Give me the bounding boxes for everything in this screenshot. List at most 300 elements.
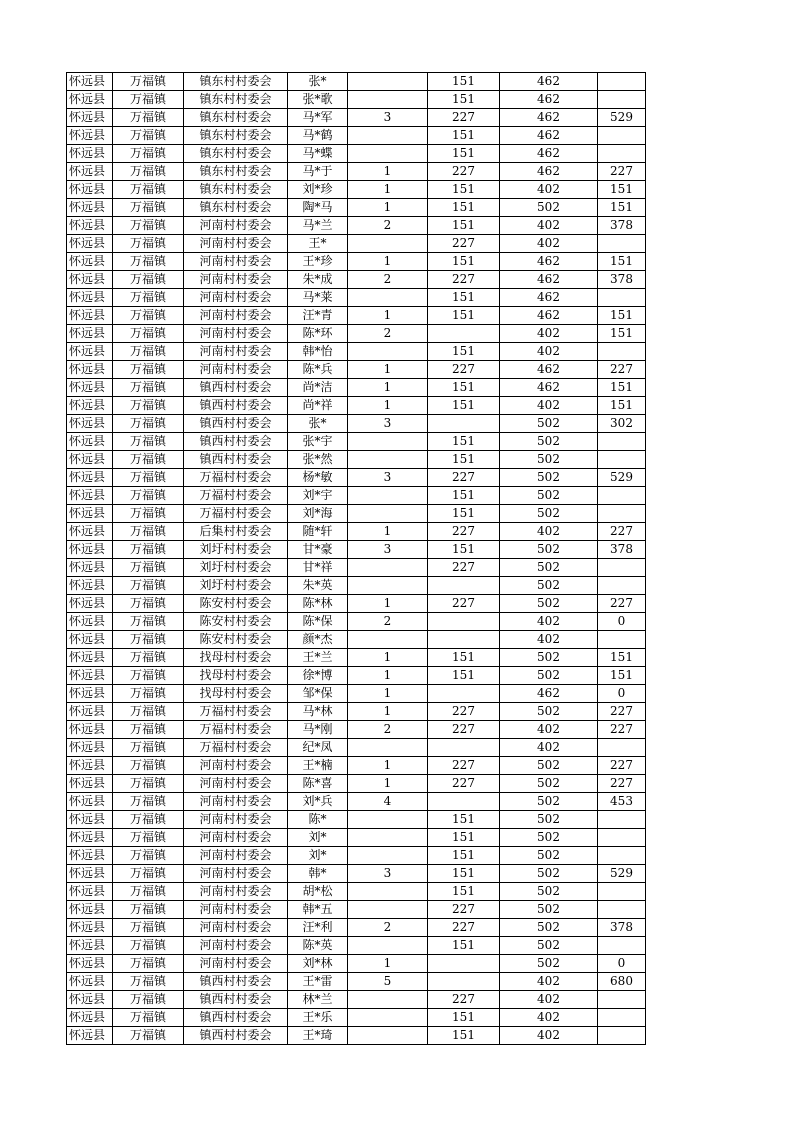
standard-one-cell — [428, 793, 500, 811]
table-row — [67, 397, 646, 415]
table-row — [67, 847, 646, 865]
table-row — [67, 415, 646, 433]
town-cell: 万福镇 — [113, 721, 184, 739]
name-cell: 张*歌 — [288, 91, 348, 109]
county-cell: 怀远县 — [67, 955, 113, 973]
standard-two-cell: 502 — [500, 415, 598, 433]
table-row — [67, 973, 646, 991]
table-row — [67, 649, 646, 667]
standard-two-cell: 402 — [500, 613, 598, 631]
name-cell: 陈*喜 — [288, 775, 348, 793]
total-cell: 0 — [598, 685, 646, 703]
total-cell: 227 — [598, 703, 646, 721]
table-row — [67, 433, 646, 451]
name-cell: 马*鹤 — [288, 127, 348, 145]
standard-two-cell: 402 — [500, 631, 598, 649]
standard-two-cell: 462 — [500, 73, 598, 91]
village-committee-cell: 镇西村村委会 — [184, 1027, 288, 1045]
table-row — [67, 253, 646, 271]
table-row — [67, 721, 646, 739]
total-cell — [598, 559, 646, 577]
town-cell: 万福镇 — [113, 469, 184, 487]
total-cell — [598, 829, 646, 847]
standard-two-cell: 502 — [500, 649, 598, 667]
count-cell: 1 — [348, 397, 428, 415]
standard-two-cell: 462 — [500, 289, 598, 307]
table-row — [67, 235, 646, 253]
standard-one-cell: 227 — [428, 523, 500, 541]
standard-one-cell: 151 — [428, 199, 500, 217]
town-cell: 万福镇 — [113, 487, 184, 505]
town-cell: 万福镇 — [113, 775, 184, 793]
county-cell: 怀远县 — [67, 469, 113, 487]
standard-two-cell: 402 — [500, 325, 598, 343]
county-cell: 怀远县 — [67, 271, 113, 289]
name-cell: 林*兰 — [288, 991, 348, 1009]
total-cell: 302 — [598, 415, 646, 433]
town-cell: 万福镇 — [113, 577, 184, 595]
name-cell: 陈*兵 — [288, 361, 348, 379]
village-committee-cell: 镇东村村委会 — [184, 181, 288, 199]
village-committee-cell: 万福村村委会 — [184, 703, 288, 721]
count-cell: 1 — [348, 307, 428, 325]
town-cell: 万福镇 — [113, 145, 184, 163]
county-cell: 怀远县 — [67, 379, 113, 397]
table-row — [67, 487, 646, 505]
total-cell — [598, 739, 646, 757]
standard-one-cell: 151 — [428, 397, 500, 415]
total-cell: 378 — [598, 541, 646, 559]
standard-one-cell: 151 — [428, 253, 500, 271]
standard-two-cell: 502 — [500, 775, 598, 793]
total-cell — [598, 1027, 646, 1045]
standard-two-cell: 502 — [500, 541, 598, 559]
table-row — [67, 901, 646, 919]
county-cell: 怀远县 — [67, 793, 113, 811]
table-row — [67, 955, 646, 973]
total-cell: 453 — [598, 793, 646, 811]
town-cell: 万福镇 — [113, 1027, 184, 1045]
table-row — [67, 667, 646, 685]
standard-one-cell: 227 — [428, 595, 500, 613]
standard-one-cell — [428, 739, 500, 757]
standard-two-cell: 402 — [500, 217, 598, 235]
name-cell: 刘*兵 — [288, 793, 348, 811]
total-cell: 151 — [598, 181, 646, 199]
town-cell: 万福镇 — [113, 271, 184, 289]
village-committee-cell: 陈安村村委会 — [184, 595, 288, 613]
total-cell — [598, 91, 646, 109]
standard-one-cell: 151 — [428, 541, 500, 559]
county-cell: 怀远县 — [67, 721, 113, 739]
county-cell: 怀远县 — [67, 91, 113, 109]
count-cell: 1 — [348, 595, 428, 613]
county-cell: 怀远县 — [67, 343, 113, 361]
standard-two-cell: 402 — [500, 739, 598, 757]
standard-two-cell: 502 — [500, 865, 598, 883]
standard-one-cell: 151 — [428, 145, 500, 163]
table-row — [67, 1009, 646, 1027]
county-cell: 怀远县 — [67, 811, 113, 829]
village-committee-cell: 河南村村委会 — [184, 847, 288, 865]
total-cell: 227 — [598, 757, 646, 775]
name-cell: 汪*青 — [288, 307, 348, 325]
total-cell: 680 — [598, 973, 646, 991]
county-cell: 怀远县 — [67, 919, 113, 937]
standard-one-cell: 151 — [428, 127, 500, 145]
count-cell: 1 — [348, 523, 428, 541]
count-cell — [348, 433, 428, 451]
county-cell: 怀远县 — [67, 667, 113, 685]
count-cell: 1 — [348, 181, 428, 199]
total-cell: 0 — [598, 613, 646, 631]
count-cell: 3 — [348, 865, 428, 883]
name-cell: 尚*洁 — [288, 379, 348, 397]
count-cell: 3 — [348, 109, 428, 127]
standard-two-cell: 502 — [500, 433, 598, 451]
town-cell: 万福镇 — [113, 757, 184, 775]
standard-two-cell: 462 — [500, 271, 598, 289]
town-cell: 万福镇 — [113, 793, 184, 811]
standard-two-cell: 502 — [500, 703, 598, 721]
table-row — [67, 523, 646, 541]
standard-two-cell: 402 — [500, 973, 598, 991]
table-row — [67, 505, 646, 523]
total-cell — [598, 937, 646, 955]
village-committee-cell: 镇西村村委会 — [184, 397, 288, 415]
standard-two-cell: 502 — [500, 847, 598, 865]
town-cell: 万福镇 — [113, 559, 184, 577]
village-committee-cell: 河南村村委会 — [184, 901, 288, 919]
name-cell: 徐*博 — [288, 667, 348, 685]
standard-two-cell: 462 — [500, 253, 598, 271]
total-cell — [598, 901, 646, 919]
total-cell: 0 — [598, 955, 646, 973]
standard-two-cell: 502 — [500, 199, 598, 217]
town-cell: 万福镇 — [113, 433, 184, 451]
name-cell: 刘* — [288, 829, 348, 847]
count-cell: 2 — [348, 217, 428, 235]
name-cell: 马*林 — [288, 703, 348, 721]
table-row — [67, 577, 646, 595]
county-cell: 怀远县 — [67, 631, 113, 649]
table-row — [67, 127, 646, 145]
standard-one-cell: 227 — [428, 757, 500, 775]
standard-one-cell — [428, 415, 500, 433]
count-cell: 1 — [348, 667, 428, 685]
standard-two-cell: 502 — [500, 811, 598, 829]
standard-one-cell: 151 — [428, 379, 500, 397]
standard-one-cell — [428, 955, 500, 973]
standard-one-cell: 227 — [428, 721, 500, 739]
village-committee-cell: 找母村村委会 — [184, 649, 288, 667]
town-cell: 万福镇 — [113, 163, 184, 181]
name-cell: 陶*马 — [288, 199, 348, 217]
county-cell: 怀远县 — [67, 73, 113, 91]
village-committee-cell: 镇西村村委会 — [184, 379, 288, 397]
count-cell — [348, 937, 428, 955]
standard-two-cell: 502 — [500, 577, 598, 595]
standard-one-cell — [428, 613, 500, 631]
standard-two-cell: 502 — [500, 469, 598, 487]
county-cell: 怀远县 — [67, 361, 113, 379]
standard-one-cell: 151 — [428, 433, 500, 451]
standard-two-cell: 502 — [500, 505, 598, 523]
total-cell: 227 — [598, 361, 646, 379]
name-cell: 颜*杰 — [288, 631, 348, 649]
count-cell — [348, 451, 428, 469]
village-committee-cell: 河南村村委会 — [184, 325, 288, 343]
table-row — [67, 109, 646, 127]
name-cell: 王*珍 — [288, 253, 348, 271]
village-committee-cell: 河南村村委会 — [184, 793, 288, 811]
standard-two-cell: 462 — [500, 307, 598, 325]
county-cell: 怀远县 — [67, 109, 113, 127]
town-cell: 万福镇 — [113, 811, 184, 829]
village-committee-cell: 后集村村委会 — [184, 523, 288, 541]
count-cell: 5 — [348, 973, 428, 991]
table-body — [67, 73, 646, 1045]
town-cell: 万福镇 — [113, 91, 184, 109]
count-cell: 1 — [348, 379, 428, 397]
county-cell: 怀远县 — [67, 253, 113, 271]
town-cell: 万福镇 — [113, 109, 184, 127]
town-cell: 万福镇 — [113, 289, 184, 307]
table-row — [67, 811, 646, 829]
town-cell: 万福镇 — [113, 847, 184, 865]
village-committee-cell: 镇东村村委会 — [184, 199, 288, 217]
table-row — [67, 559, 646, 577]
standard-two-cell: 502 — [500, 919, 598, 937]
name-cell: 王*琦 — [288, 1027, 348, 1045]
county-cell: 怀远县 — [67, 307, 113, 325]
village-committee-cell: 镇西村村委会 — [184, 973, 288, 991]
county-cell: 怀远县 — [67, 595, 113, 613]
count-cell — [348, 91, 428, 109]
county-cell: 怀远县 — [67, 883, 113, 901]
table-row — [67, 739, 646, 757]
village-committee-cell: 镇西村村委会 — [184, 433, 288, 451]
town-cell: 万福镇 — [113, 919, 184, 937]
table-row — [67, 73, 646, 91]
total-cell — [598, 883, 646, 901]
table-row — [67, 145, 646, 163]
standard-two-cell: 462 — [500, 361, 598, 379]
standard-two-cell: 462 — [500, 685, 598, 703]
standard-one-cell: 227 — [428, 703, 500, 721]
town-cell: 万福镇 — [113, 325, 184, 343]
count-cell: 3 — [348, 415, 428, 433]
count-cell: 1 — [348, 757, 428, 775]
count-cell — [348, 235, 428, 253]
village-committee-cell: 万福村村委会 — [184, 469, 288, 487]
table-row — [67, 631, 646, 649]
town-cell: 万福镇 — [113, 235, 184, 253]
county-cell: 怀远县 — [67, 829, 113, 847]
name-cell: 胡*松 — [288, 883, 348, 901]
table-row — [67, 361, 646, 379]
name-cell: 韩*五 — [288, 901, 348, 919]
county-cell: 怀远县 — [67, 505, 113, 523]
table-row — [67, 937, 646, 955]
standard-two-cell: 502 — [500, 487, 598, 505]
name-cell: 马*刚 — [288, 721, 348, 739]
name-cell: 韩* — [288, 865, 348, 883]
table-row — [67, 343, 646, 361]
standard-one-cell: 227 — [428, 991, 500, 1009]
town-cell: 万福镇 — [113, 865, 184, 883]
county-cell: 怀远县 — [67, 325, 113, 343]
count-cell: 2 — [348, 613, 428, 631]
standard-two-cell: 502 — [500, 955, 598, 973]
county-cell: 怀远县 — [67, 1027, 113, 1045]
name-cell: 随*轩 — [288, 523, 348, 541]
table-row — [67, 289, 646, 307]
county-cell: 怀远县 — [67, 577, 113, 595]
village-committee-cell: 找母村村委会 — [184, 667, 288, 685]
standard-one-cell: 227 — [428, 919, 500, 937]
village-committee-cell: 万福村村委会 — [184, 721, 288, 739]
town-cell: 万福镇 — [113, 901, 184, 919]
name-cell: 汪*利 — [288, 919, 348, 937]
standard-two-cell: 402 — [500, 721, 598, 739]
total-cell — [598, 433, 646, 451]
standard-two-cell: 402 — [500, 181, 598, 199]
name-cell: 马*兰 — [288, 217, 348, 235]
town-cell: 万福镇 — [113, 73, 184, 91]
standard-one-cell: 151 — [428, 91, 500, 109]
standard-one-cell: 151 — [428, 937, 500, 955]
village-committee-cell: 镇西村村委会 — [184, 415, 288, 433]
standard-one-cell: 151 — [428, 289, 500, 307]
name-cell: 王*兰 — [288, 649, 348, 667]
standard-two-cell: 462 — [500, 379, 598, 397]
total-cell: 151 — [598, 307, 646, 325]
count-cell: 2 — [348, 271, 428, 289]
standard-one-cell: 227 — [428, 235, 500, 253]
village-committee-cell: 镇东村村委会 — [184, 73, 288, 91]
village-committee-cell: 万福村村委会 — [184, 505, 288, 523]
standard-two-cell: 462 — [500, 91, 598, 109]
town-cell: 万福镇 — [113, 253, 184, 271]
village-committee-cell: 河南村村委会 — [184, 235, 288, 253]
standard-two-cell: 462 — [500, 145, 598, 163]
table-row — [67, 181, 646, 199]
name-cell: 张*宇 — [288, 433, 348, 451]
town-cell: 万福镇 — [113, 397, 184, 415]
count-cell: 1 — [348, 253, 428, 271]
county-cell: 怀远县 — [67, 847, 113, 865]
table-row — [67, 703, 646, 721]
town-cell: 万福镇 — [113, 649, 184, 667]
county-cell: 怀远县 — [67, 559, 113, 577]
county-cell: 怀远县 — [67, 1009, 113, 1027]
total-cell — [598, 235, 646, 253]
county-cell: 怀远县 — [67, 739, 113, 757]
total-cell: 151 — [598, 397, 646, 415]
standard-one-cell: 151 — [428, 829, 500, 847]
count-cell — [348, 127, 428, 145]
town-cell: 万福镇 — [113, 127, 184, 145]
table-row — [67, 757, 646, 775]
village-committee-cell: 河南村村委会 — [184, 217, 288, 235]
table-row — [67, 217, 646, 235]
standard-two-cell: 402 — [500, 1027, 598, 1045]
count-cell: 1 — [348, 163, 428, 181]
total-cell: 378 — [598, 919, 646, 937]
total-cell — [598, 289, 646, 307]
count-cell: 3 — [348, 541, 428, 559]
name-cell: 陈*环 — [288, 325, 348, 343]
name-cell: 刘*林 — [288, 955, 348, 973]
table-row — [67, 919, 646, 937]
town-cell: 万福镇 — [113, 1009, 184, 1027]
name-cell: 甘*祥 — [288, 559, 348, 577]
name-cell: 马*蝶 — [288, 145, 348, 163]
standard-one-cell: 151 — [428, 667, 500, 685]
standard-one-cell — [428, 577, 500, 595]
total-cell: 151 — [598, 649, 646, 667]
name-cell: 陈* — [288, 811, 348, 829]
village-committee-cell: 刘圩村村委会 — [184, 541, 288, 559]
standard-two-cell: 402 — [500, 343, 598, 361]
name-cell: 甘*豪 — [288, 541, 348, 559]
count-cell — [348, 1027, 428, 1045]
standard-two-cell: 502 — [500, 757, 598, 775]
town-cell: 万福镇 — [113, 307, 184, 325]
village-committee-cell: 镇西村村委会 — [184, 991, 288, 1009]
county-cell: 怀远县 — [67, 865, 113, 883]
total-cell: 151 — [598, 325, 646, 343]
standard-two-cell: 462 — [500, 163, 598, 181]
town-cell: 万福镇 — [113, 955, 184, 973]
standard-one-cell: 151 — [428, 217, 500, 235]
county-cell: 怀远县 — [67, 757, 113, 775]
total-cell: 227 — [598, 163, 646, 181]
standard-two-cell: 502 — [500, 559, 598, 577]
standard-two-cell: 502 — [500, 595, 598, 613]
name-cell: 张*然 — [288, 451, 348, 469]
standard-one-cell: 227 — [428, 559, 500, 577]
county-cell: 怀远县 — [67, 487, 113, 505]
count-cell — [348, 847, 428, 865]
town-cell: 万福镇 — [113, 523, 184, 541]
count-cell — [348, 577, 428, 595]
name-cell: 王*楠 — [288, 757, 348, 775]
total-cell — [598, 847, 646, 865]
count-cell — [348, 289, 428, 307]
total-cell — [598, 991, 646, 1009]
town-cell: 万福镇 — [113, 181, 184, 199]
village-committee-cell: 找母村村委会 — [184, 685, 288, 703]
total-cell: 227 — [598, 523, 646, 541]
town-cell: 万福镇 — [113, 613, 184, 631]
town-cell: 万福镇 — [113, 685, 184, 703]
village-committee-cell: 河南村村委会 — [184, 919, 288, 937]
count-cell: 4 — [348, 793, 428, 811]
county-cell: 怀远县 — [67, 901, 113, 919]
count-cell: 1 — [348, 955, 428, 973]
count-cell: 1 — [348, 703, 428, 721]
total-cell: 227 — [598, 775, 646, 793]
village-committee-cell: 河南村村委会 — [184, 289, 288, 307]
town-cell: 万福镇 — [113, 883, 184, 901]
town-cell: 万福镇 — [113, 829, 184, 847]
town-cell: 万福镇 — [113, 451, 184, 469]
table-row — [67, 991, 646, 1009]
county-cell: 怀远县 — [67, 973, 113, 991]
name-cell: 刘*海 — [288, 505, 348, 523]
